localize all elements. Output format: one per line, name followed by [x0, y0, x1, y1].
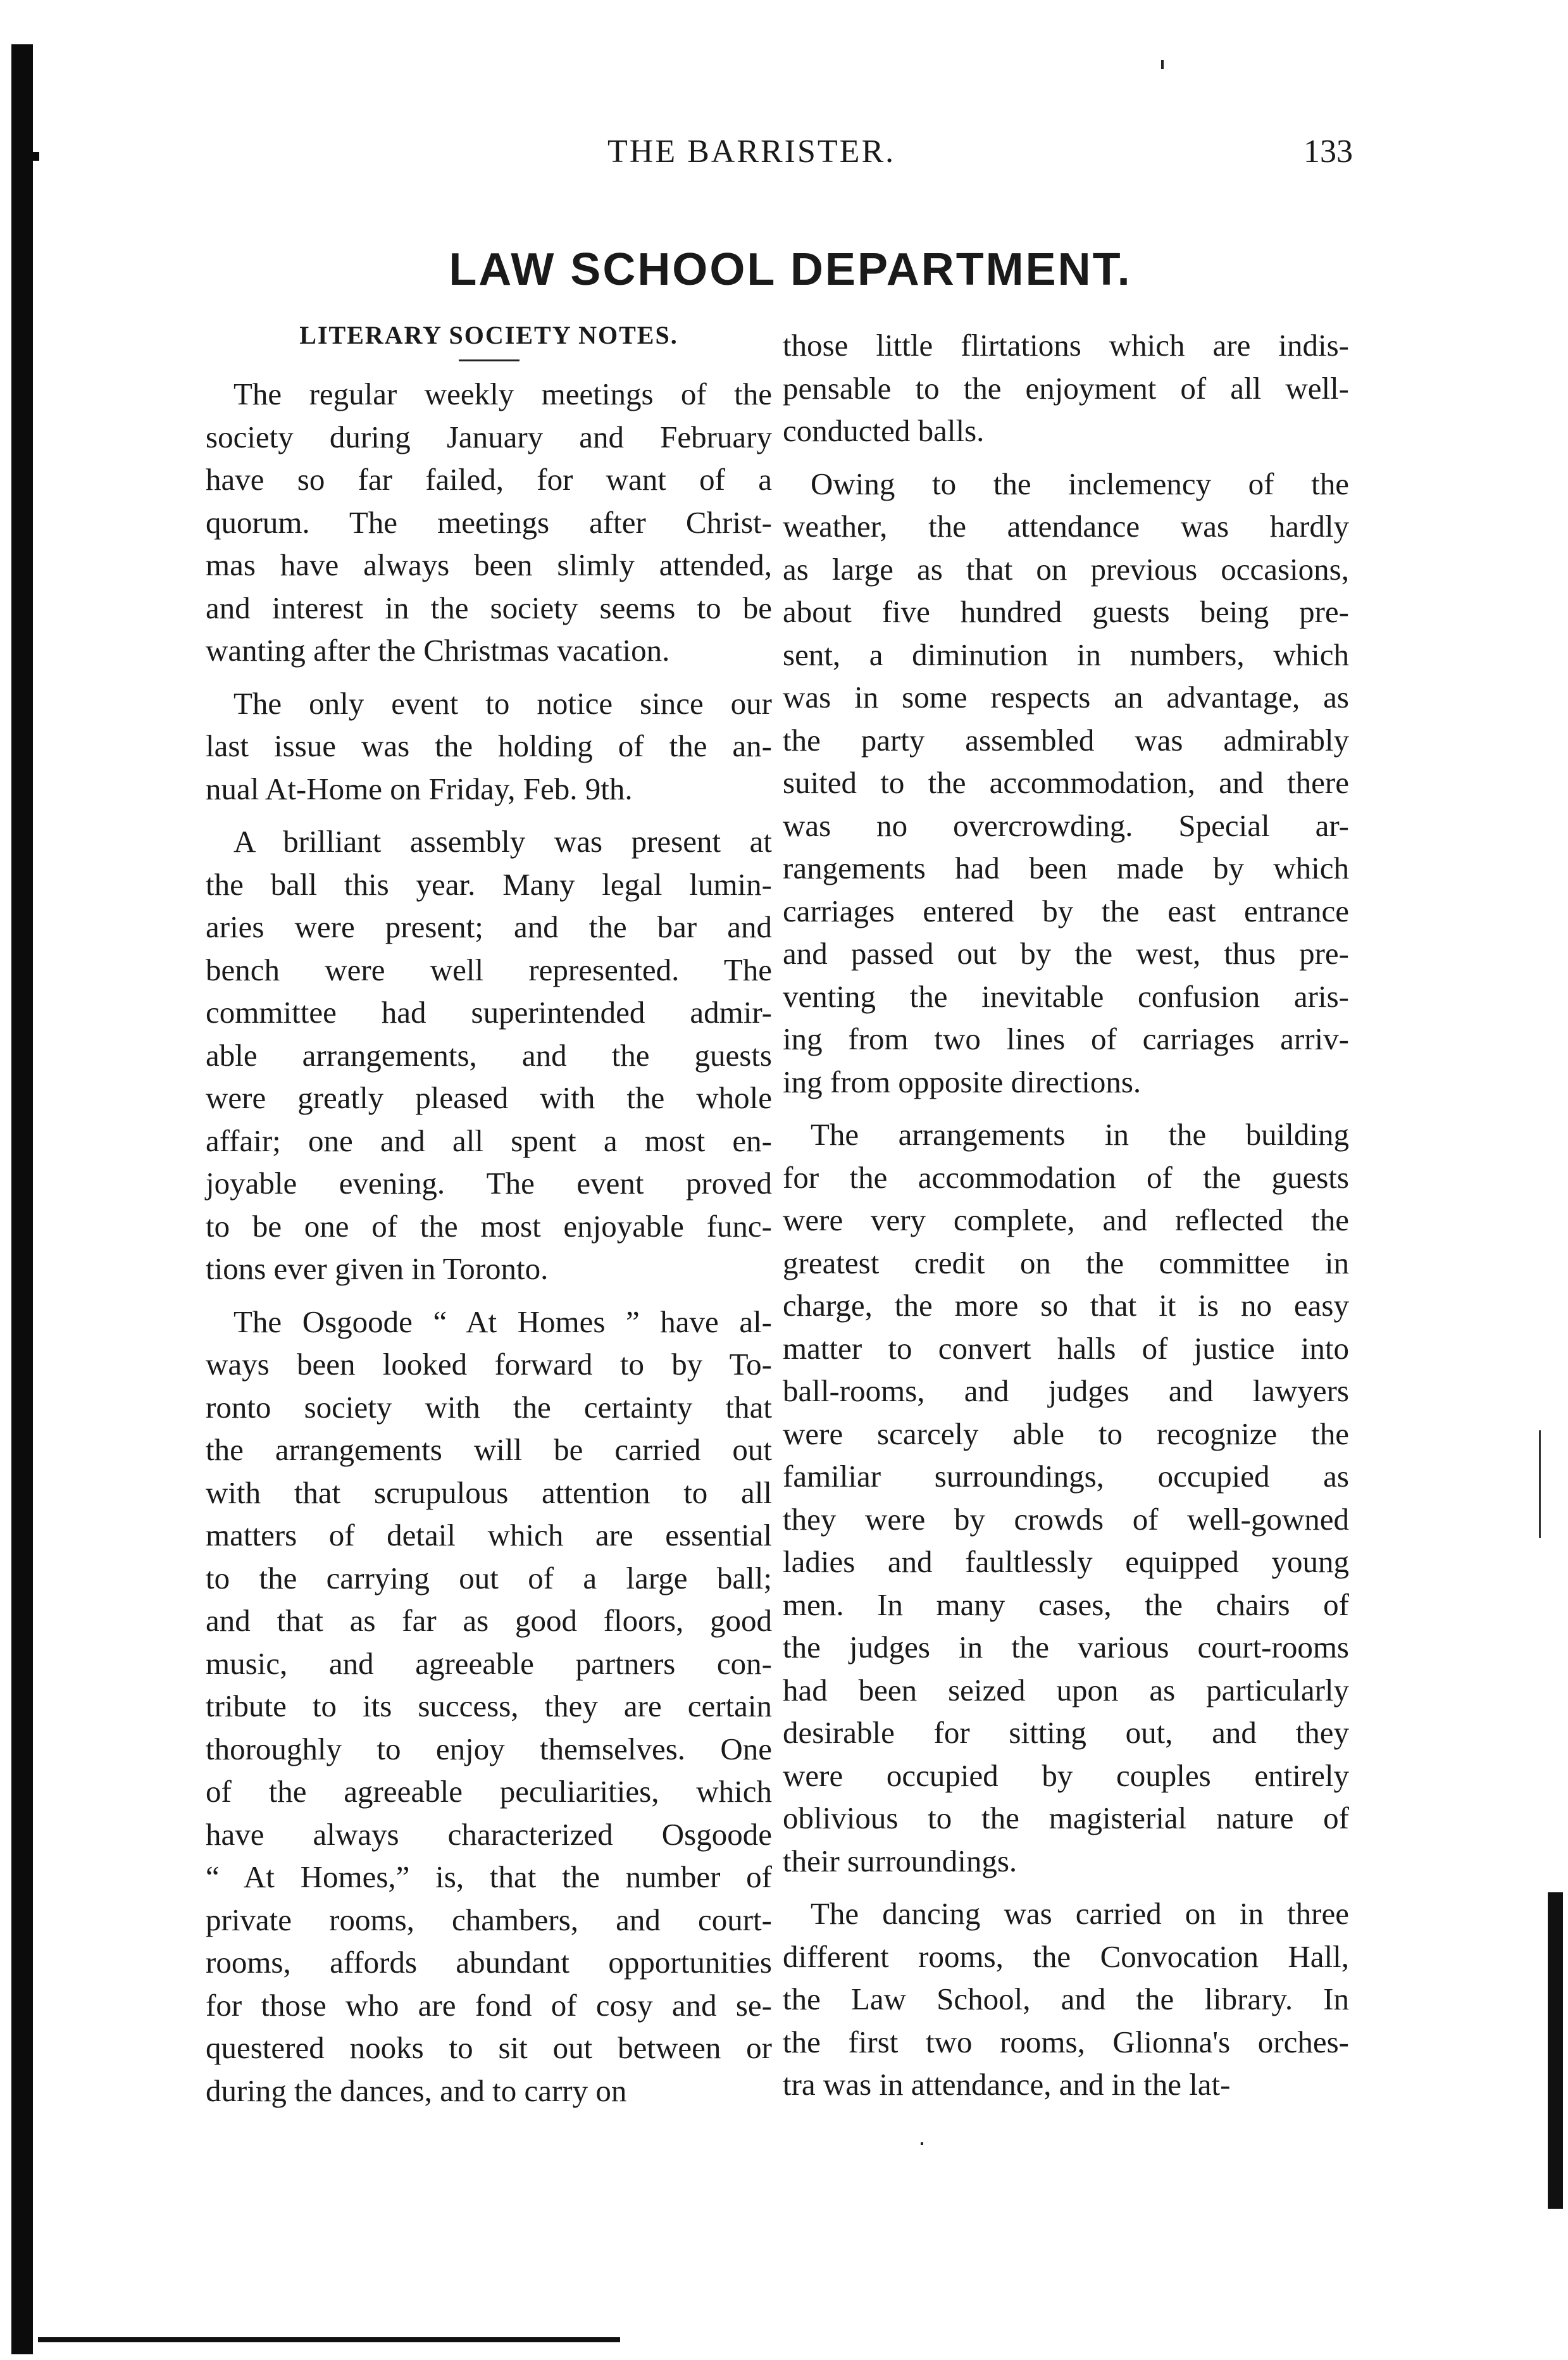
paragraph: [783, 1892, 1349, 2106]
text-line: mas have always been slimly attended,: [206, 547, 772, 582]
left-column-body: [206, 373, 772, 2112]
text-line: matters of detail which are essential: [206, 1518, 772, 1552]
text-line: ladies and faultlessly equipped young: [783, 1544, 1349, 1579]
text-line: the first two rooms, Glionna's orches-: [783, 2024, 1349, 2059]
text-line: The dancing was carried on in three: [811, 1896, 1349, 1931]
text-line: last issue was the holding of the an-: [206, 728, 772, 763]
text-line: was no overcrowding. Special ar-: [783, 808, 1349, 843]
text-line: to be one of the most enjoyable func-: [206, 1208, 772, 1244]
text-line: and passed out by the west, thus pre-: [783, 936, 1349, 971]
right-column: [783, 324, 1349, 2106]
text-line: pensable to the enjoyment of all well-: [783, 370, 1349, 406]
text-line: tions ever given in Toronto.: [206, 1251, 549, 1286]
text-line: and that as far as good floors, good: [206, 1603, 772, 1638]
text-line: thoroughly to enjoy themselves. One: [206, 1731, 772, 1766]
text-line: during the dances, and to carry on: [206, 2073, 627, 2108]
text-line: sent, a diminution in numbers, which: [783, 637, 1349, 672]
text-line: aries were present; and the bar and: [206, 909, 772, 944]
text-line: ball-rooms, and judges and lawyers: [783, 1373, 1349, 1408]
text-line: The arrangements in the building: [811, 1117, 1349, 1152]
text-line: the party assembled was admirably: [783, 722, 1349, 758]
text-line: music, and agreeable partners con-: [206, 1645, 772, 1681]
text-line: of the agreeable peculiarities, which: [206, 1774, 772, 1809]
text-line: A brilliant assembly was present at: [233, 824, 772, 859]
text-line: were occupied by couples entirely: [783, 1758, 1349, 1793]
text-line: familiar surroundings, occupied as: [783, 1459, 1349, 1494]
paragraph: [206, 820, 772, 1290]
paragraph: [783, 324, 1349, 453]
text-line: able arrangements, and the guests: [206, 1037, 772, 1073]
heading-rule: [459, 359, 520, 361]
text-line: those little flirtations which are indis-: [783, 328, 1349, 363]
text-line: about five hundred guests being pre-: [783, 594, 1349, 629]
text-line: bench were well represented. The: [206, 952, 772, 987]
text-line: The regular weekly meetings of the: [233, 377, 772, 411]
text-line: wanting after the Christmas vacation.: [206, 633, 670, 668]
text-line: ways been looked forward to by To-: [206, 1347, 772, 1382]
text-line: ronto society with the certainty that: [206, 1389, 772, 1425]
text-line: The only event to notice since our: [233, 685, 772, 721]
text-line: weather, the attendance was hardly: [783, 509, 1349, 544]
text-line: committee had superintended admir-: [206, 995, 772, 1030]
text-line: with that scrupulous attention to all: [206, 1475, 772, 1510]
section-heading: LITERARY SOCIETY NOTES.: [299, 321, 678, 349]
text-line: was in some respects an advantage, as: [783, 680, 1349, 715]
scan-speck: [921, 2142, 923, 2145]
text-line: the arrangements will be carried out: [206, 1432, 772, 1467]
text-line: to the carrying out of a large ball;: [206, 1560, 772, 1595]
text-line: desirable for sitting out, and they: [783, 1715, 1349, 1750]
text-line: men. In many cases, the chairs of: [783, 1587, 1349, 1622]
department-title: LAW SCHOOL DEPARTMENT.: [449, 244, 1132, 295]
paragraph: [206, 682, 772, 811]
text-line: for those who are fond of cosy and se-: [206, 1987, 772, 2023]
text-line: the ball this year. Many legal lumin-: [206, 866, 772, 902]
text-line: have so far failed, for want of a: [206, 462, 772, 497]
scan-edge-right-thin: [1539, 1430, 1541, 1538]
left-column: [206, 316, 772, 2112]
text-line: questered nooks to sit out between or: [206, 2030, 772, 2065]
text-line: society during January and February: [206, 419, 772, 454]
text-line: rangements had been made by which: [783, 851, 1349, 885]
text-line: ing from two lines of carriages arriv-: [783, 1021, 1349, 1056]
text-line: had been seized upon as particularly: [783, 1672, 1349, 1708]
paragraph: [206, 373, 772, 672]
text-line: different rooms, the Convocation Hall,: [783, 1939, 1349, 1974]
text-line: private rooms, chambers, and court-: [206, 1902, 772, 1937]
text-line: oblivious to the magisterial nature of: [783, 1801, 1349, 1835]
text-line: tra was in attendance, and in the lat-: [783, 2067, 1231, 2102]
running-head: [0, 133, 1568, 184]
text-line: greatest credit on the committee in: [783, 1245, 1349, 1280]
text-line: Owing to the inclemency of the: [811, 466, 1349, 501]
paragraph: [783, 1113, 1349, 1882]
text-line: joyable evening. The event proved: [206, 1166, 772, 1201]
text-line: were scarcely able to recognize the: [783, 1416, 1349, 1451]
text-line: their surroundings.: [783, 1843, 1017, 1878]
text-line: nual At-Home on Friday, Feb. 9th.: [206, 771, 633, 806]
paragraph: [206, 1301, 772, 2113]
scan-edge-left: [11, 44, 33, 2354]
text-line: quorum. The meetings after Christ-: [206, 504, 772, 540]
page-number: 133: [1304, 134, 1353, 170]
scan-edge-bottom: [38, 2337, 620, 2342]
text-line: were very complete, and reflected the: [783, 1202, 1349, 1237]
text-line: for the accommodation of the guests: [783, 1159, 1349, 1195]
text-line: ing from opposite directions.: [783, 1064, 1142, 1099]
text-line: charge, the more so that it is no easy: [783, 1288, 1349, 1323]
text-line: have always characterized Osgoode: [206, 1816, 772, 1852]
text-line: matter to convert halls of justice into: [783, 1330, 1349, 1366]
text-line: were greatly pleased with the whole: [206, 1080, 772, 1115]
text-line: as large as that on previous occasions,: [783, 551, 1349, 587]
text-line: conducted balls.: [783, 413, 985, 448]
text-line: suited to the accommodation, and there: [783, 765, 1349, 800]
text-line: affair; one and all spent a most en-: [206, 1123, 772, 1158]
text-line: venting the inevitable confusion aris-: [783, 978, 1349, 1014]
running-title: THE BARRISTER.: [607, 134, 896, 170]
text-line: The Osgoode “ At Homes ” have al-: [233, 1304, 772, 1339]
text-line: they were by crowds of well-gowned: [783, 1501, 1349, 1537]
scan-speck: [1161, 60, 1164, 69]
scan-edge-right: [1548, 1892, 1563, 2209]
text-line: and interest in the society seems to be: [206, 590, 772, 625]
paragraph: [783, 463, 1349, 1104]
text-line: tribute to its success, they are certain: [206, 1689, 772, 1723]
right-column-body: [783, 324, 1349, 2106]
text-line: the Law School, and the library. In: [783, 1982, 1349, 2016]
text-line: carriages entered by the east entrance: [783, 893, 1349, 928]
text-line: “ At Homes,” is, that the number of: [206, 1859, 772, 1894]
text-line: the judges in the various court-rooms: [783, 1630, 1349, 1664]
text-line: rooms, affords abundant opportunities: [206, 1945, 772, 1980]
